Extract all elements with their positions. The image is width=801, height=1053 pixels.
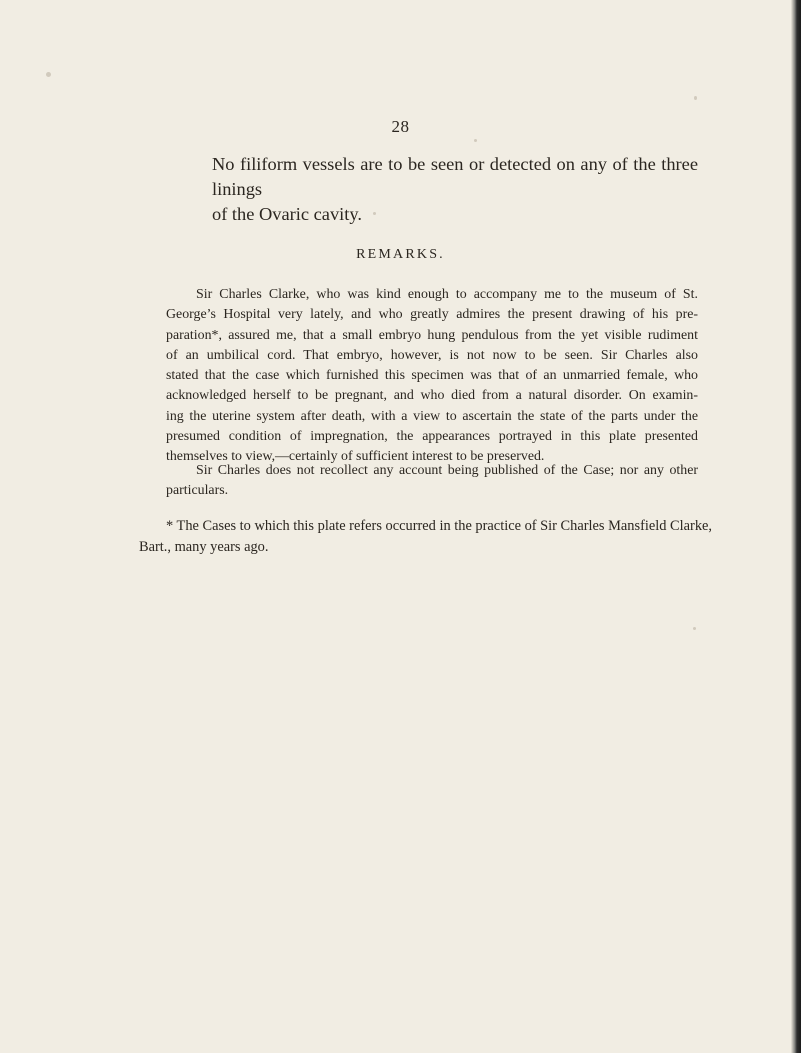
- text-line: of the Ovaric cavity.: [212, 204, 362, 224]
- paper-speck: [46, 72, 51, 77]
- text-line: paration*, assured me, that a small embryo hung pendulous from the yet visible rudiment: [166, 327, 698, 343]
- text-line: ing the uterine system after death, with a view to ascertain the state of the parts under the: [166, 408, 698, 424]
- text-line: presumed condition of impregnation, the appearances portrayed in this plate presented: [166, 429, 698, 445]
- text-line: of an umbilical cord. That embryo, however, is not now to be seen. Sir Charles also: [166, 347, 698, 363]
- text-line: Sir Charles Clarke, who was kind enough to accompany me to the museum of St.: [196, 287, 698, 302]
- text-line: Bart., many years ago.: [139, 539, 269, 555]
- section-heading: REMARKS.: [356, 247, 445, 262]
- paper-speck: [694, 96, 697, 100]
- page-number: 28: [391, 117, 410, 136]
- page-edge-shadow: [791, 0, 801, 1053]
- paper-speck: [474, 139, 477, 142]
- text-line: George’s Hospital very lately, and who greatly admires the present drawing of his pre-: [166, 307, 698, 323]
- remarks-paragraph: [166, 285, 698, 468]
- text-line: themselves to view,—certainly of sufficient interest to be preserved.: [166, 449, 545, 465]
- text-line: Sir Charles does not recollect any account being published of the Case; nor any other: [196, 463, 698, 478]
- remarks-paragraph: [166, 461, 698, 502]
- footnote: [139, 516, 713, 558]
- paper-speck: [693, 627, 696, 630]
- text-line: stated that the case which furnished this specimen was that of an unmarried female, who: [166, 368, 698, 384]
- lead-paragraph: [212, 152, 698, 227]
- text-line: particulars.: [166, 483, 229, 499]
- text-line: No filiform vessels are to be seen or detected on any of the three linings: [212, 154, 698, 199]
- text-line: acknowledged herself to be pregnant, and who died from a natural disorder. On examin-: [166, 388, 698, 404]
- text-line: * The Cases to which this plate refers occurred in the practice of Sir Charles Mansfield Clarke,: [166, 518, 713, 534]
